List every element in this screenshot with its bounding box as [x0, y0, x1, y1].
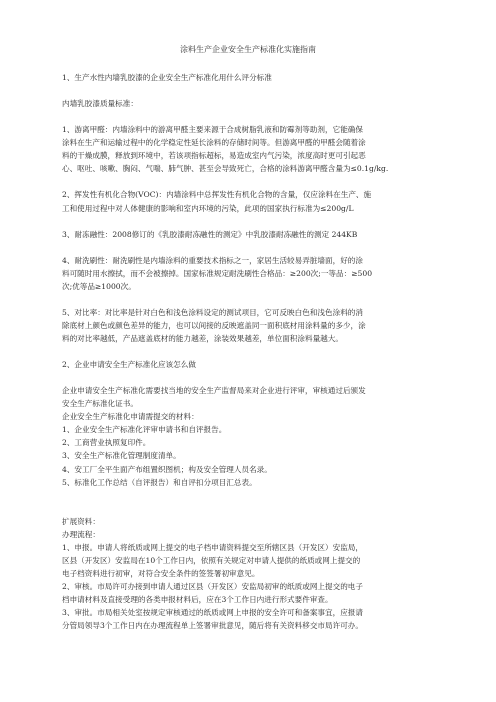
paragraph-line: 内墙乳胶漆质量标准： [62, 99, 138, 109]
paragraph-line: 企业申请安全生产标准化需要找当地的安全生产监督局来对企业进行评审，审核通过后颁发 [62, 386, 366, 396]
paragraph-line: 2、挥发性有机化合物(VOC)：内墙涂料中总挥发性有机化合物的含量，仅应涂料在生产、施 [62, 190, 372, 200]
paragraph-line: 1、游离甲醛：内墙涂料中的游离甲醛主要来源于合成树脂乳液和防霉剂等助剂，它能确保 [62, 125, 363, 135]
paragraph-line: 档申请材料及直接受理的各类申报材料后，应在3个工作日内进行形式要件审查。 [62, 595, 333, 604]
paragraph-line: 料的对比率越低，产品遮盖底材的能力越差，涂装效果越差，单位面积涂料量越大。 [62, 334, 343, 343]
paragraph-line: 1、企业安全生产标准化评审申请书和自评报告。 [62, 425, 227, 435]
paragraph-line: 5、对比率：对比率是针对白色和浅色涂料设定的测试项目，它可反映白色和浅色涂料的消 [62, 307, 363, 317]
paragraph-line: 分管局领导3个工作日内在办理流程单上签署审批意见，随后将有关资料移交市局许可办。 [62, 621, 363, 631]
paragraph-line: 1、申报。申请人将纸质或网上提交的电子档申请资料提交至所辖区县（开发区）安监局， [62, 542, 363, 552]
paragraph-line: 次;优等品≥1000次。 [62, 281, 136, 291]
paragraph-line: 3、耐冻融性：2008修订的《乳胶漆耐冻融性的测定》中乳胶漆耐冻融性的测定 244KB [62, 229, 358, 239]
paragraph-line: 除底材上颜色或颜色差异的能力，也可以间接的反映遮盖同一面积底材用涂料量的多少，涂 [62, 320, 366, 330]
page-title: 涂料生产企业安全生产标准化实施指南 [180, 45, 316, 54]
paragraph-line: 3、审批。市局相关处室按规定审核通过的纸质或网上申报的安全许可和备案事宜，应报请 [62, 608, 363, 618]
paragraph-line: 5、标准化工作总结（自评报告）和自评扣分项目汇总表。 [62, 477, 257, 487]
paragraph-line: 料可随时用水擦拭，而不会被擦掉。国家标准规定耐洗刷性合格品：≥200次;一等品：≥500 [62, 268, 373, 278]
paragraph-line: 3、安全生产标准化管理制度清单。 [62, 451, 181, 461]
paragraph-line: 办理流程： [62, 529, 100, 539]
paragraph-line: 安全生产标准化证书。 [62, 399, 138, 409]
paragraph-line: 料的干燥成膜，释放到环境中，若该项指标超标，易造成室内气污染，浓度高时更可引起恶 [62, 151, 366, 161]
paragraph-line: 心、呕吐、咳嗽、胸闷、气喘、肺气肿、甚至会导致死亡，合格的涂料游离甲醛含量为≤0.1g/kg. [62, 164, 389, 174]
paragraph-line: 工和使用过程中对人体健康的影响和室内环境的污染，此项的国家执行标准为≤200g/L [62, 203, 354, 213]
paragraph-line: 4、耐洗刷性：耐洗刷性是内墙涂料的重要技术指标之一，家居生活较易弄脏墙面，好的涂 [62, 255, 363, 265]
paragraph-line: 2、审核。市局许可办接到申请人通过区县（开发区）安监局初审的纸质或网上提交的电子 [62, 581, 363, 591]
paragraph-line: 2、企业申请安全生产标准化应该怎么做 [62, 360, 196, 370]
paragraph-line: 企业安全生产标准化申请需提交的材料： [62, 412, 199, 422]
paragraph-line: 涂料在生产和运输过程中的化学稳定性延长涂料的存储时间等。但游离甲醛的甲醛会随着涂 [62, 138, 366, 148]
paragraph-line: 扩展资料： [62, 516, 100, 526]
paragraph-line: 区县（开发区）安监局在10个工作日内，依照有关规定对申请人提供的纸质或网上提交的 [62, 555, 361, 565]
paragraph-line: 1、生产水性内墙乳胶漆的企业安全生产标准化用什么评分标准 [62, 73, 272, 82]
paragraph-line: 电子档资料进行初审，对符合安全条件的签签署初审意见。 [62, 568, 260, 578]
paragraph-line: 2、工商营业执照复印件。 [62, 438, 151, 448]
paragraph-line: 4、安工厂全平生面产布组置织图机；构及安全管理人员名录。 [62, 464, 272, 474]
